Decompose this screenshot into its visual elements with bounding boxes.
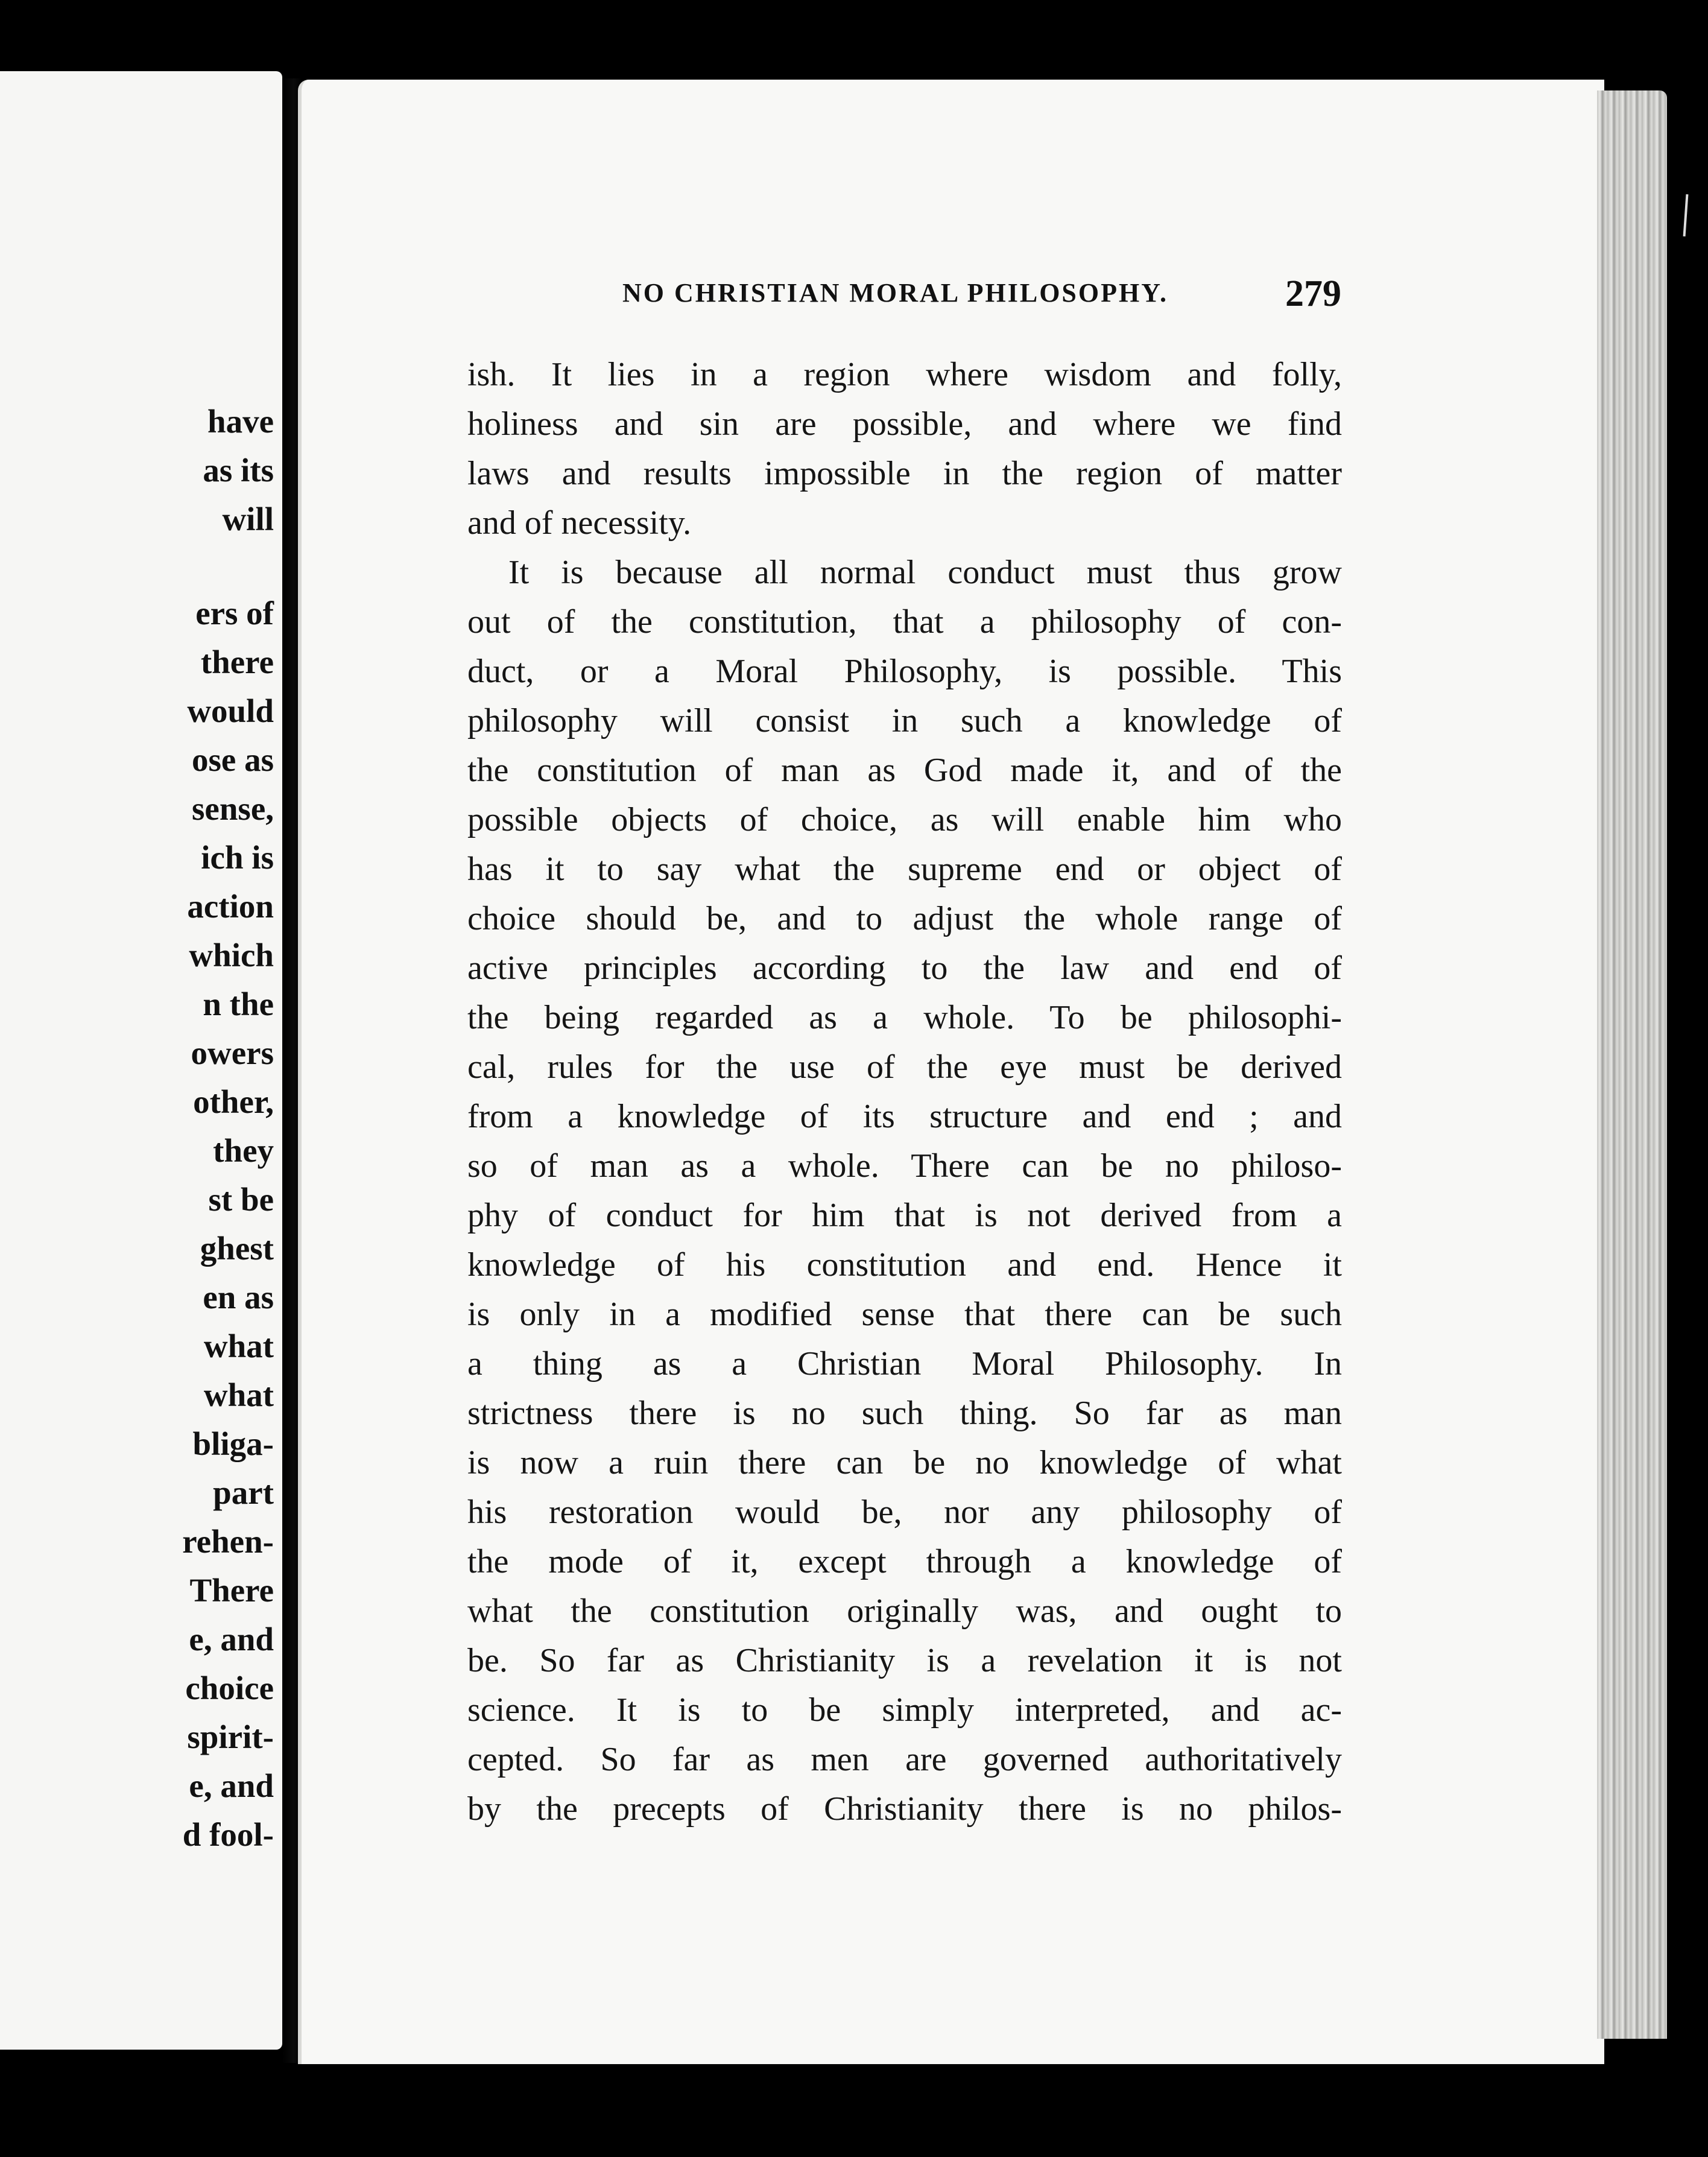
- text-line: laws and results impossible in the region of matter: [467, 455, 1342, 492]
- left-page-line: would: [187, 692, 274, 729]
- text-line: cal, rules for the use of the eye must be derived: [467, 1048, 1342, 1086]
- left-page-line: choice: [185, 1669, 274, 1706]
- left-page-line: there: [200, 643, 274, 680]
- left-page-line: ghest: [200, 1229, 274, 1267]
- left-page-line: ich is: [201, 838, 274, 876]
- left-page-line: spirit-: [187, 1718, 274, 1755]
- left-page-line: rehen-: [182, 1522, 274, 1560]
- left-page-line: ose as: [192, 741, 274, 778]
- text-line: strictness there is no such thing. So far as man: [467, 1395, 1342, 1432]
- left-page-line: There: [189, 1571, 274, 1609]
- edge-mark: [1683, 194, 1689, 236]
- text-line: out of the constitution, that a philosophy of con-: [467, 603, 1342, 641]
- left-page-line: which: [189, 936, 274, 974]
- left-page-line: n the: [203, 985, 274, 1022]
- text-line: the being regarded as a whole. To be philosophi-: [467, 999, 1342, 1036]
- left-page-line: bliga-: [192, 1425, 274, 1462]
- text-line: choice should be, and to adjust the whole range of: [467, 900, 1342, 937]
- text-line: ish. It lies in a region where wisdom and folly,: [467, 356, 1342, 393]
- body-text: [467, 350, 1342, 1870]
- left-page-line: what: [203, 1376, 274, 1413]
- text-line: the constitution of man as God made it, and of the: [467, 752, 1342, 789]
- left-page-line: st be: [208, 1180, 274, 1218]
- text-line: It is because all normal conduct must thus grow: [508, 554, 1342, 591]
- text-line: science. It is to be simply interpreted, and ac-: [467, 1691, 1342, 1729]
- left-page-line: have: [207, 403, 274, 440]
- text-line: from a knowledge of its structure and end ; and: [467, 1098, 1342, 1135]
- left-page-line: e, and: [189, 1620, 274, 1658]
- text-line: what the constitution originally was, and ought to: [467, 1592, 1342, 1630]
- left-page-line: part: [213, 1474, 274, 1511]
- left-page-line: action: [187, 887, 274, 925]
- text-line: holiness and sin are possible, and where we find: [467, 405, 1342, 443]
- text-line: active principles according to the law and end of: [467, 949, 1342, 987]
- text-line: the mode of it, except through a knowledge of: [467, 1543, 1342, 1580]
- text-line: philosophy will consist in such a knowledge of: [467, 702, 1342, 740]
- text-line: cepted. So far as men are governed authoritatively: [467, 1741, 1342, 1778]
- page-number: 279: [1285, 273, 1341, 314]
- left-page-line: as its: [203, 452, 274, 489]
- left-page-line: will: [222, 501, 274, 537]
- text-line: his restoration would be, nor any philosophy of: [467, 1493, 1342, 1531]
- text-line: a thing as a Christian Moral Philosophy. In: [467, 1345, 1342, 1383]
- text-line: and of necessity.: [467, 504, 692, 542]
- text-line: possible objects of choice, as will enable him who: [467, 801, 1342, 838]
- left-page-line: they: [213, 1132, 274, 1169]
- text-line: by the precepts of Christianity there is no philos-: [467, 1790, 1342, 1828]
- text-line: be. So far as Christianity is a revelation it is not: [467, 1642, 1342, 1679]
- text-line: is now a ruin there can be no knowledge of what: [467, 1444, 1342, 1481]
- left-page-line: what: [203, 1327, 274, 1364]
- left-page-line: sense,: [192, 790, 274, 827]
- running-head: [622, 273, 1341, 316]
- left-page-line: en as: [203, 1278, 274, 1316]
- left-page-line: e, and: [189, 1767, 274, 1804]
- left-page-line: other,: [193, 1083, 274, 1120]
- left-page-line: owers: [191, 1034, 274, 1071]
- text-line: so of man as a whole. There can be no philoso-: [467, 1147, 1342, 1185]
- text-line: phy of conduct for him that is not derived from a: [467, 1197, 1342, 1234]
- running-title: NO CHRISTIAN MORAL PHILOSOPHY.: [622, 278, 1168, 308]
- page-edges: [1597, 90, 1667, 2039]
- text-line: knowledge of his constitution and end. Hence it: [467, 1246, 1342, 1284]
- text-line: duct, or a Moral Philosophy, is possible. This: [467, 653, 1342, 690]
- left-page-line: ers of: [195, 594, 274, 632]
- text-line: has it to say what the supreme end or object of: [467, 850, 1342, 888]
- left-facing-page: [0, 71, 282, 2050]
- text-line: is only in a modified sense that there can be such: [467, 1296, 1342, 1333]
- left-page-line: d fool-: [182, 1816, 274, 1853]
